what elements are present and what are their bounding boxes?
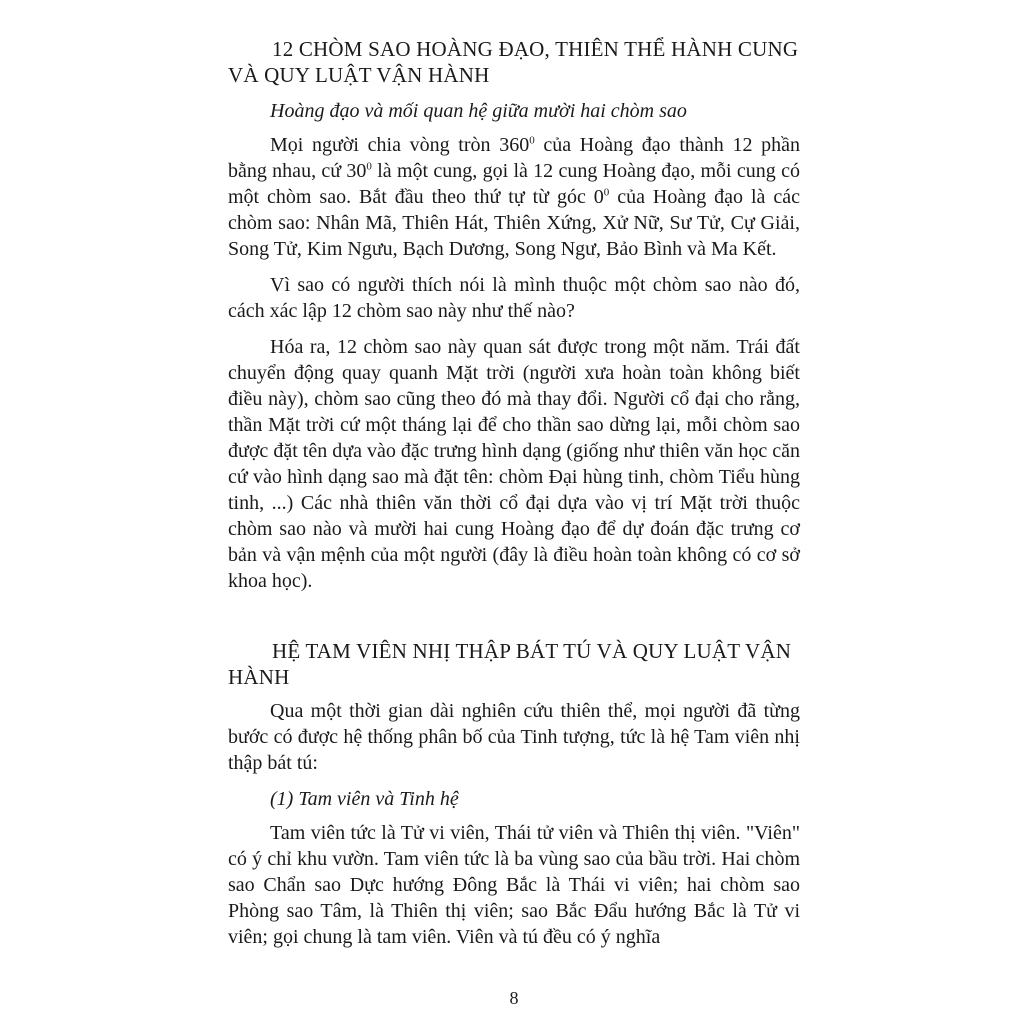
book-page (228, 28, 801, 1008)
section-heading-zodiac (228, 36, 800, 88)
paragraph-intro: Qua một thời gian dài nghiên cứu thiên thể, mọi người đã từng bước có được hệ thống phân bố của Tinh tượng, tức là hệ Tam viên nhị thập bát tú: (228, 700, 800, 774)
degree-superscript: 0 (529, 134, 535, 147)
paragraph-three-enclosures: Tam viên tức là Tử vi viên, Thái tử viên và Thiên thị viên. "Viên" có ý chỉ khu vườn. Tam viên tức là ba vùng sao của bầu trời. Hai chòm sao Chẩn sao Dực hướng Đông Bắc là Thái vi viên; hai chòm sao Phòng sao Tâm, là Thiên thị viên; sao Bắc Đẩu hướng Bắc là Tử vi viên; gọi chung là tam viên. Viên và tú đều có ý nghĩa (228, 822, 800, 948)
paragraph-text: của Hoàng đạo là các chòm sao: Nhân Mã, Thiên Hát, Thiên Xứng, Xử Nữ, Sư Tử, Cự Giải, Song Tử, Kim Ngưu, Bạch Dương, Song Ngư, Bảo Bình và Ma Kết. (228, 186, 801, 260)
section-heading-enclosures (228, 638, 800, 690)
section-three-enclosures (228, 638, 800, 950)
paragraph-text: là một cung, gọi là 12 cung Hoàng đạo, mỗi cung có một chòm sao. Bắt đầu theo thứ tự từ góc 0 (228, 160, 800, 208)
heading-line: 12 CHÒM SAO HOÀNG ĐẠO, THIÊN THỂ HÀNH CUNG (272, 37, 799, 61)
page-number: 8 (509, 988, 519, 1008)
heading-line: HÀNH (228, 665, 290, 689)
section-subtitle: Hoàng đạo và mối quan hệ giữa mười hai chòm sao (270, 100, 687, 122)
paragraph-zodiac-division (228, 132, 800, 262)
paragraph-text: Mọi người chia vòng tròn 360 (270, 134, 530, 156)
subsection-title: (1) Tam viên và Tinh hệ (270, 788, 459, 810)
degree-superscript: 0 (603, 186, 610, 199)
degree-superscript: 0 (366, 160, 372, 173)
heading-line: HỆ TAM VIÊN NHỊ THẬP BÁT TÚ VÀ QUY LUẬT VẬN (272, 639, 792, 663)
paragraph-text: của Hoàng đạo thành 12 phần bằng nhau, cứ 30 (228, 134, 800, 182)
heading-line: VÀ QUY LUẬT VẬN HÀNH (228, 63, 490, 87)
paragraph-question: Vì sao có người thích nói là mình thuộc một chòm sao nào đó, cách xác lập 12 chòm sao này như thế nào? (228, 274, 800, 322)
paragraph-explanation: Hóa ra, 12 chòm sao này quan sát được trong một năm. Trái đất chuyển động quay quanh Mặt trời (người xưa hoàn toàn không biết điều này), chòm sao cũng theo đó mà thay đổi. Người cổ đại cho rằng, thần Mặt trời cứ một tháng lại để cho thần sao dừng lại, mỗi chòm sao được đặt tên dựa vào đặc trưng hình dạng (giống như thiên văn học căn cứ vào hình dạng sao mà đặt tên: chòm Đại hùng tinh, chòm Tiểu hùng tinh, ...) Các nhà thiên văn thời cổ đại dựa vào vị trí Mặt trời thuộc chòm sao nào và mười hai cung Hoàng đạo để dự đoán đặc trưng cơ bản và vận mệnh của một người (đây là điều hoàn toàn không có cơ sở khoa học). (228, 336, 800, 592)
